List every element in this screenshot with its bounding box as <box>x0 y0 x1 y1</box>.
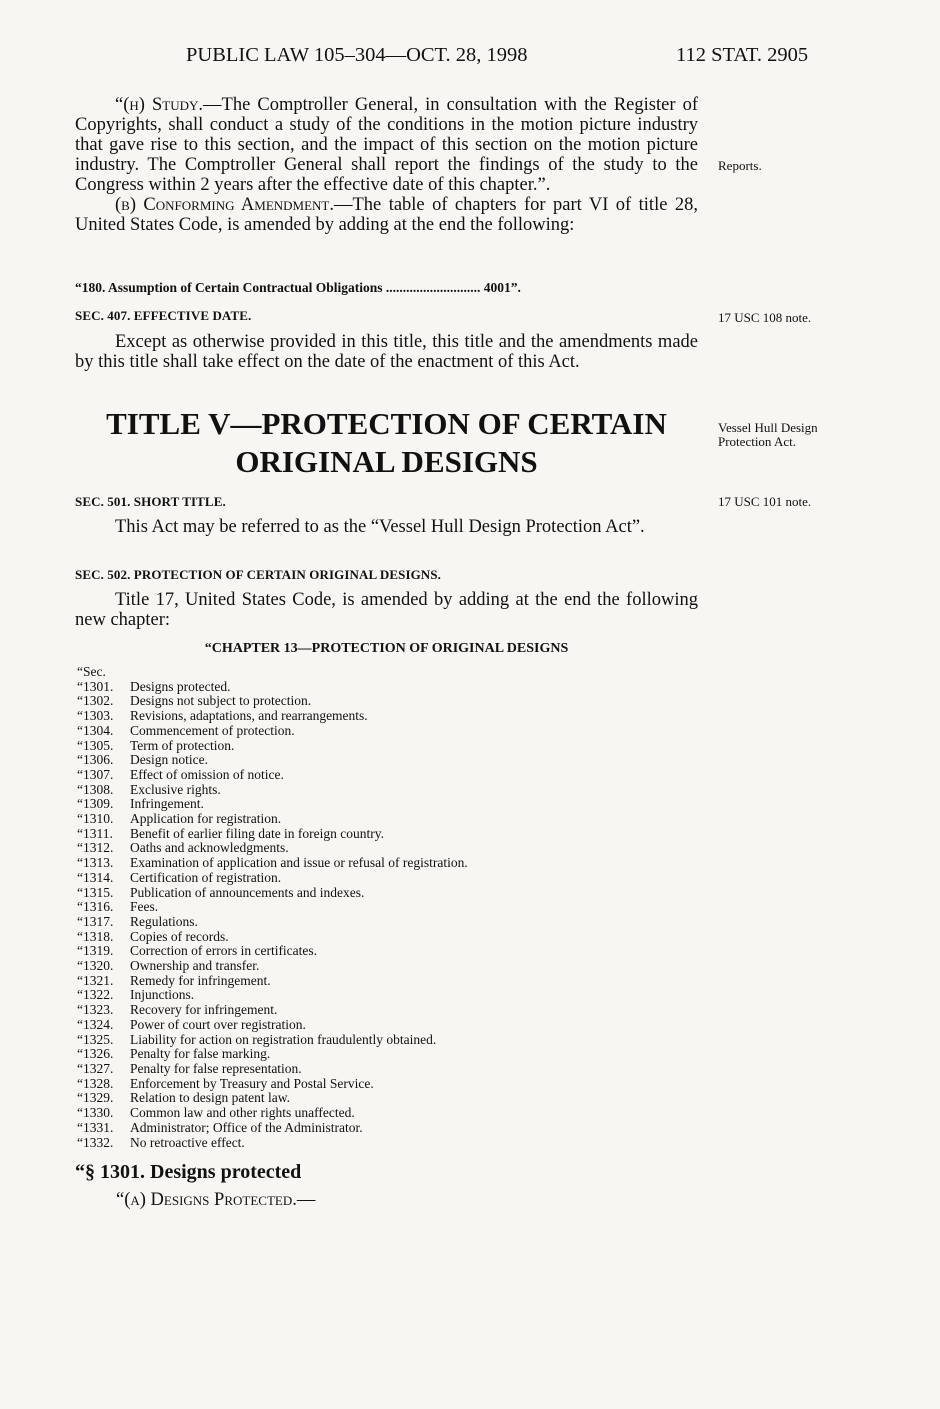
toc-section-number: “1304. <box>77 722 114 738</box>
sec-502-text: Title 17, United States Code, is amended by adding at the end the following new chapter: <box>75 590 698 630</box>
sec-407-body <box>75 332 698 372</box>
toc-row <box>77 680 468 695</box>
toc-section-number: “1317. <box>77 913 114 929</box>
title-v-heading <box>75 405 698 481</box>
sec-407-text: Except as otherwise provided in this title, this title and the amendments made by this title shall take effect on the date of the enactment of this Act. <box>75 332 698 372</box>
chapter-13-heading: “CHAPTER 13—PROTECTION OF ORIGINAL DESIGNS <box>204 641 569 656</box>
toc-row <box>77 900 468 915</box>
toc-section-number: “1303. <box>77 708 114 724</box>
chapter-entry-label: “180. Assumption of Certain Contractual Obligations <box>75 280 383 295</box>
toc-section-number: “1320. <box>77 958 114 974</box>
toc-section-title: Designs not subject to protection. <box>130 693 312 709</box>
toc-section-number: “1307. <box>77 766 114 782</box>
toc-section-title: Correction of errors in certificates. <box>130 943 318 959</box>
toc-section-number: “1327. <box>77 1060 114 1076</box>
study-paragraph <box>75 95 698 195</box>
conforming-text: —The table of chapters for part VI of title 28, United States Code, is amended by adding at the end the following: <box>75 195 698 235</box>
toc-row <box>77 944 468 959</box>
toc-row <box>77 841 468 856</box>
toc-section-number: “1332. <box>77 1134 114 1150</box>
toc-section-number: “1306. <box>77 752 114 768</box>
toc-section-number: “1324. <box>77 1016 114 1032</box>
toc-items <box>77 680 468 1151</box>
toc-section-number: “1329. <box>77 1090 114 1106</box>
conforming-paragraph <box>75 195 698 235</box>
toc-row <box>77 974 468 989</box>
toc-section-title: Penalty for false representation. <box>130 1060 302 1076</box>
toc-section-title: Copies of records. <box>130 928 229 944</box>
sec-502-body <box>75 590 698 630</box>
chapter-entry <box>75 279 698 297</box>
toc-row <box>77 827 468 842</box>
toc-row <box>77 724 468 739</box>
study-text: —The Comptroller General, in consultation with the Register of Copyrights, shall conduct a study of the conditions in the motion picture industry that gave rise to this section, and the impact of this section on the motion picture industry. The Comptroller General shall report the findings of the study to the Congress within 2 years after the effective date of this chapter.”. <box>75 95 698 195</box>
toc-section-title: Regulations. <box>130 913 198 929</box>
chapter-13-table-of-sections <box>77 665 468 1150</box>
toc-row <box>77 1136 468 1151</box>
toc-sec-label: “Sec. <box>77 664 106 679</box>
toc-section-number: “1313. <box>77 855 114 871</box>
toc-section-title: Administrator; Office of the Administrator. <box>130 1119 363 1135</box>
title-v-line2: ORIGINAL DESIGNS <box>235 444 538 479</box>
toc-row <box>77 694 468 709</box>
toc-section-title: Benefit of earlier filing date in foreign country. <box>130 825 385 841</box>
toc-section-title: Injunctions. <box>130 987 195 1003</box>
toc-row <box>77 739 468 754</box>
toc-row <box>77 915 468 930</box>
running-header-left: PUBLIC LAW 105–304—OCT. 28, 1998 <box>186 44 528 66</box>
toc-row <box>77 1047 468 1062</box>
chapter-entry-dots: ............................ <box>382 280 481 295</box>
margin-note-17usc108: 17 USC 108 note. <box>718 310 812 325</box>
toc-section-title: Application for registration. <box>130 811 282 827</box>
toc-section-title: Penalty for false marking. <box>130 1046 271 1062</box>
page-citation: 112 STAT. 2905 <box>676 44 809 66</box>
toc-row <box>77 959 468 974</box>
toc-section-title: Liability for action on registration fraudulently obtained. <box>130 1031 437 1047</box>
toc-section-number: “1310. <box>77 811 114 827</box>
toc-section-number: “1331. <box>77 1119 114 1135</box>
toc-section-number: “1301. <box>77 678 114 694</box>
toc-section-title: Power of court over registration. <box>130 1016 306 1032</box>
toc-row <box>77 1003 468 1018</box>
toc-section-title: Infringement. <box>130 796 204 812</box>
toc-section-title: Exclusive rights. <box>130 781 221 797</box>
toc-section-number: “1311. <box>77 825 113 841</box>
toc-section-number: “1308. <box>77 781 114 797</box>
toc-section-title: Term of protection. <box>130 737 235 753</box>
toc-section-number: “1321. <box>77 972 114 988</box>
study-subsection <box>75 95 698 235</box>
section-1301-subsection-a: “(a) Designs Protected.— <box>116 1190 316 1210</box>
toc-row <box>77 1018 468 1033</box>
toc-section-title: Designs protected. <box>130 678 231 694</box>
conforming-label: (b) Conforming Amendment. <box>115 195 334 215</box>
toc-section-number: “1325. <box>77 1031 114 1047</box>
toc-row <box>77 797 468 812</box>
sec-501-heading: SEC. 501. SHORT TITLE. <box>75 494 226 509</box>
toc-section-number: “1318. <box>77 928 114 944</box>
toc-section-title: Recovery for infringement. <box>130 1002 278 1018</box>
toc-section-title: Revisions, adaptations, and rearrangements. <box>130 708 368 724</box>
toc-row <box>77 930 468 945</box>
toc-row <box>77 1077 468 1092</box>
chapter-entry-page: 4001”. <box>480 280 521 295</box>
title-v-line1: TITLE V—PROTECTION OF CERTAIN <box>106 406 667 441</box>
toc-section-title: No retroactive effect. <box>130 1134 245 1150</box>
toc-section-number: “1323. <box>77 1002 114 1018</box>
toc-section-title: Relation to design patent law. <box>130 1090 290 1106</box>
toc-section-number: “1322. <box>77 987 114 1003</box>
sec-501-text: This Act may be referred to as the “Vessel Hull Design Protection Act”. <box>115 517 645 537</box>
toc-section-title: Oaths and acknowledgments. <box>130 840 289 856</box>
toc-section-title: Remedy for infringement. <box>130 972 271 988</box>
toc-row <box>77 1106 468 1121</box>
toc-section-title: Certification of registration. <box>130 869 282 885</box>
toc-section-number: “1328. <box>77 1075 114 1091</box>
toc-section-title: Fees. <box>130 899 159 915</box>
toc-section-title: Design notice. <box>130 752 208 768</box>
toc-section-number: “1330. <box>77 1105 114 1121</box>
section-1301-heading: “§ 1301. Designs protected <box>75 1161 302 1183</box>
toc-section-number: “1309. <box>77 796 114 812</box>
toc-section-number: “1315. <box>77 884 114 900</box>
toc-section-title: Effect of omission of notice. <box>130 766 284 782</box>
toc-row <box>77 988 468 1003</box>
toc-row <box>77 783 468 798</box>
toc-section-number: “1326. <box>77 1046 114 1062</box>
toc-row <box>77 871 468 886</box>
toc-row <box>77 709 468 724</box>
toc-row <box>77 886 468 901</box>
toc-section-number: “1302. <box>77 693 114 709</box>
margin-note-vessel-hull: Vessel Hull Design Protection Act. <box>718 420 818 449</box>
toc-section-title: Ownership and transfer. <box>130 958 260 974</box>
toc-section-title: Publication of announcements and indexes. <box>130 884 365 900</box>
margin-note-reports: Reports. <box>718 158 762 173</box>
toc-section-number: “1305. <box>77 737 114 753</box>
toc-section-title: Common law and other rights unaffected. <box>130 1105 355 1121</box>
toc-section-title: Enforcement by Treasury and Postal Service. <box>130 1075 374 1091</box>
margin-note-17usc101: 17 USC 101 note. <box>718 494 812 509</box>
toc-section-number: “1316. <box>77 899 114 915</box>
sec-407-heading: SEC. 407. EFFECTIVE DATE. <box>75 308 252 323</box>
sec-501-body <box>75 517 698 537</box>
toc-section-number: “1312. <box>77 840 114 856</box>
toc-row <box>77 1033 468 1048</box>
toc-section-number: “1319. <box>77 943 114 959</box>
toc-section-title: Examination of application and issue or refusal of registration. <box>130 855 468 871</box>
toc-row <box>77 856 468 871</box>
toc-row <box>77 753 468 768</box>
toc-row <box>77 812 468 827</box>
toc-row <box>77 1091 468 1106</box>
toc-section-title: Commencement of protection. <box>130 722 295 738</box>
sec-502-heading: SEC. 502. PROTECTION OF CERTAIN ORIGINAL DESIGNS. <box>75 567 441 582</box>
toc-row <box>77 1121 468 1136</box>
toc-row <box>77 768 468 783</box>
study-label: “(h) Study. <box>115 95 204 115</box>
toc-row <box>77 1062 468 1077</box>
toc-section-number: “1314. <box>77 869 114 885</box>
